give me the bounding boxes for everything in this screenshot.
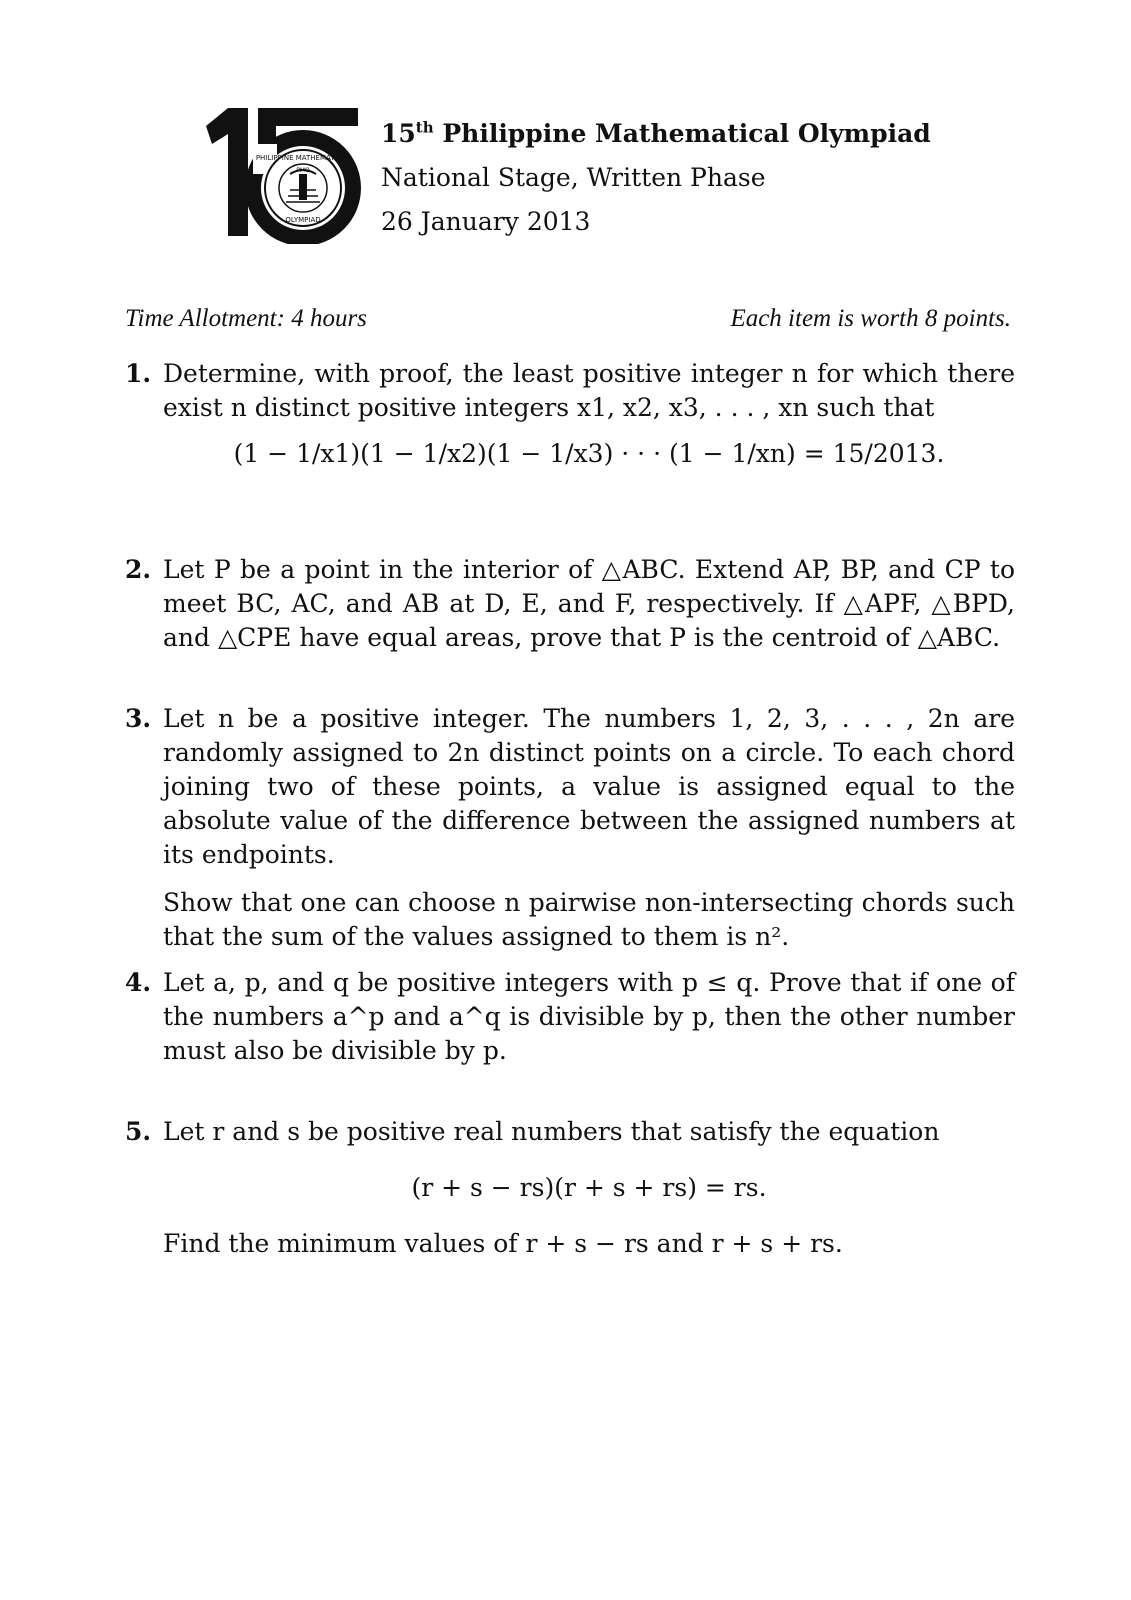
title-number: 15 — [381, 119, 416, 148]
problem-text: Let a, p, and q be positive integers with p ≤ q. Prove that if one of the numbers a^p and a^q is divisible by p, then the other number must also be divisible by p. — [163, 968, 1015, 1065]
title-text: Philippine Mathematical Olympiad — [433, 119, 931, 148]
problem-text: Determine, with proof, the least positive integer n for which there exist n distinct positive integers x1, x2, x3, . . . , xn such that — [163, 359, 1015, 422]
problem-text: Let P be a point in the interior of △ABC. Extend AP, BP, and CP to meet BC, AC, and AB at D, E, and F, respectively. If △APF, △BPD, and △CPE have equal areas, prove that P is the centroid of △ABC. — [163, 555, 1015, 652]
problem-number: 4. — [125, 968, 152, 997]
seal-text-bottom: OLYMPIAD — [285, 216, 321, 224]
display-equation: (1 − 1/x1)(1 − 1/x2)(1 − 1/x3) · · · (1 − 1/xn) = 15/2013. — [233, 439, 945, 468]
problem-text-2: Show that one can choose n pairwise non-intersecting chords such that the sum of the values assigned to them is n². — [163, 888, 1015, 951]
problem-text: Let n be a positive integer. The numbers 1, 2, 3, . . . , 2n are randomly assigned to 2n distinct points on a circle. To each chord joining two of these points, a value is assigned equal to the absolute value of the difference between the assigned numbers at its endpoints. — [163, 704, 1015, 869]
problem-number: 1. — [125, 359, 152, 388]
header-block — [381, 112, 931, 244]
pmo-15-logo — [198, 104, 363, 244]
problem-number: 2. — [125, 555, 152, 584]
problem-2 — [125, 553, 1015, 655]
problem-4 — [125, 966, 1015, 1068]
exam-info — [125, 305, 1011, 333]
point-value: Each item is worth 8 points. — [730, 305, 1011, 332]
problem-text: Let r and s be positive real numbers that satisfy the equation — [163, 1117, 940, 1146]
seal-center-text: PMO — [296, 167, 310, 174]
olympiad-title — [381, 112, 931, 156]
display-equation: (r + s − rs)(r + s + rs) = rs. — [411, 1173, 767, 1202]
seal-text-top: PHILIPPINE MATHEMATICAL — [255, 154, 351, 162]
problem-1 — [125, 357, 1015, 483]
problem-number: 3. — [125, 704, 152, 733]
title-ordinal: th — [415, 118, 434, 137]
problem-text-2: Find the minimum values of r + s − rs and r + s + rs. — [163, 1229, 843, 1258]
problem-5 — [125, 1115, 1015, 1261]
problem-number: 5. — [125, 1117, 152, 1146]
stage-line: National Stage, Written Phase — [381, 163, 766, 192]
problem-3 — [125, 702, 1015, 954]
time-allotment: Time Allotment: 4 hours — [125, 305, 367, 332]
date-line: 26 January 2013 — [381, 207, 591, 236]
